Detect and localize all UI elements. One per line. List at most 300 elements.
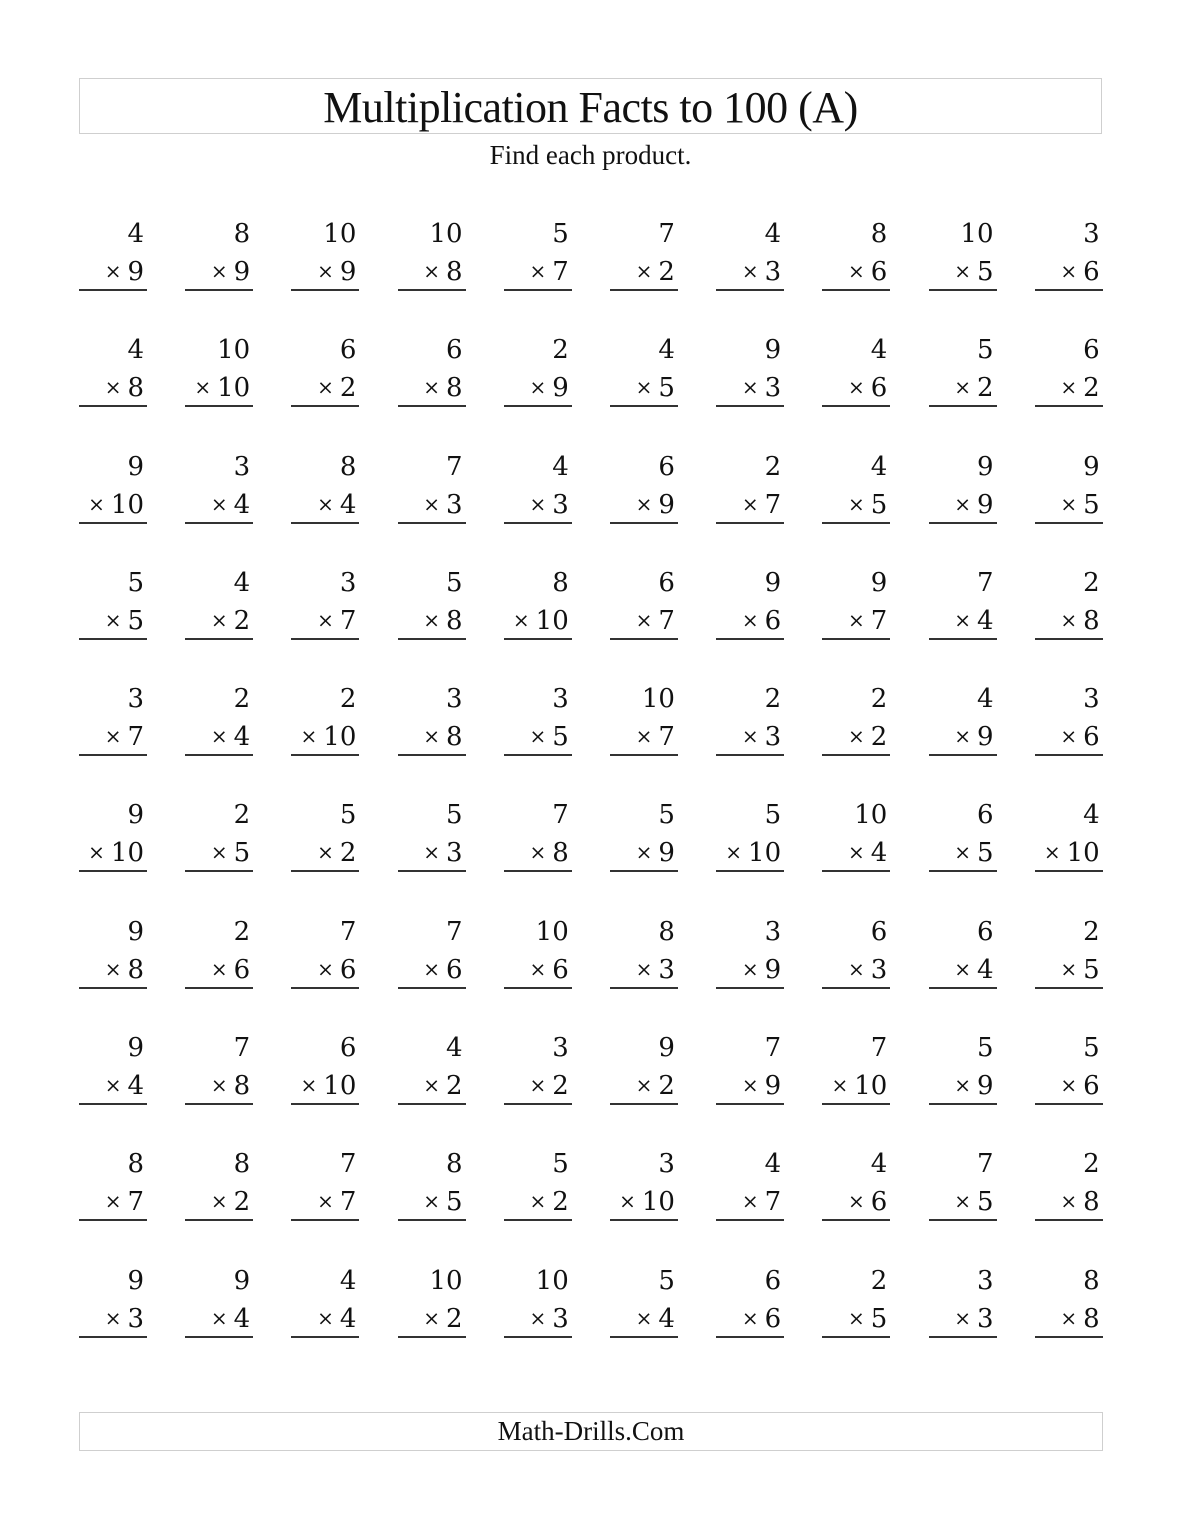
multiplier: 9 bbox=[976, 1071, 994, 1102]
times-icon: × bbox=[529, 259, 547, 283]
multiplicand: 4 bbox=[764, 219, 782, 249]
multiplier: 6 bbox=[552, 954, 569, 985]
answer-line[interactable] bbox=[504, 638, 572, 640]
multiplier-line bbox=[105, 719, 144, 756]
answer-line[interactable] bbox=[79, 754, 147, 756]
answer-line[interactable] bbox=[1035, 522, 1103, 524]
multiplier-line bbox=[317, 1301, 356, 1338]
problem bbox=[610, 447, 678, 563]
answer-line[interactable] bbox=[929, 522, 997, 524]
problem bbox=[1035, 679, 1103, 795]
answer-line[interactable] bbox=[291, 638, 359, 640]
answer-line[interactable] bbox=[504, 1103, 572, 1105]
problem bbox=[822, 330, 890, 446]
answer-line[interactable] bbox=[822, 289, 890, 291]
times-icon: × bbox=[635, 259, 653, 283]
multiplier-line bbox=[954, 835, 993, 872]
answer-line[interactable] bbox=[1035, 405, 1103, 407]
multiplier-line bbox=[529, 487, 568, 524]
answer-line[interactable] bbox=[716, 1103, 784, 1105]
times-icon: × bbox=[423, 1189, 441, 1214]
answer-line[interactable] bbox=[716, 405, 784, 407]
multiplier-line bbox=[954, 952, 993, 989]
multiplier: 6 bbox=[1083, 257, 1100, 287]
multiplicand: 5 bbox=[339, 800, 357, 831]
answer-line[interactable] bbox=[398, 405, 466, 407]
multiplier: 2 bbox=[976, 373, 994, 404]
multiplier-line bbox=[742, 487, 781, 524]
answer-line[interactable] bbox=[185, 1103, 253, 1105]
multiplier: 9 bbox=[127, 257, 144, 287]
problem-grid bbox=[79, 214, 1103, 1377]
problem bbox=[504, 679, 572, 795]
times-icon: × bbox=[848, 1189, 865, 1214]
multiplier: 5 bbox=[870, 1303, 888, 1334]
times-icon: × bbox=[317, 259, 334, 283]
multiplier-line bbox=[317, 952, 356, 989]
problem bbox=[79, 330, 147, 446]
answer-line[interactable] bbox=[185, 638, 253, 640]
problem bbox=[79, 795, 147, 911]
answer-line[interactable] bbox=[79, 289, 147, 291]
times-icon: × bbox=[423, 840, 441, 865]
multiplier-line bbox=[529, 952, 568, 989]
title-box bbox=[79, 78, 1102, 134]
answer-line[interactable] bbox=[822, 754, 890, 756]
multiplicand: 9 bbox=[127, 800, 144, 831]
answer-line[interactable] bbox=[185, 754, 253, 756]
multiplier-line bbox=[423, 603, 462, 640]
answer-line[interactable] bbox=[79, 522, 147, 524]
problem bbox=[79, 214, 147, 330]
answer-line[interactable] bbox=[398, 987, 466, 989]
times-icon: × bbox=[954, 1073, 971, 1098]
answer-line[interactable] bbox=[291, 1219, 359, 1221]
footer-text: Math-Drills.Com bbox=[497, 1416, 685, 1446]
multiplier-line bbox=[848, 1301, 887, 1338]
answer-line[interactable] bbox=[716, 289, 784, 291]
problem bbox=[1035, 795, 1103, 911]
problem-row bbox=[79, 912, 1103, 1028]
multiplicand: 8 bbox=[1083, 1265, 1100, 1296]
multiplier: 8 bbox=[446, 605, 463, 636]
multiplicand: 2 bbox=[339, 684, 357, 715]
multiplier-line bbox=[954, 1068, 993, 1105]
answer-line[interactable] bbox=[291, 1103, 359, 1105]
answer-line[interactable] bbox=[1035, 870, 1103, 872]
times-icon: × bbox=[300, 1073, 318, 1098]
answer-line[interactable] bbox=[610, 638, 678, 640]
multiplicand: 7 bbox=[233, 1033, 251, 1064]
multiplier: 8 bbox=[1083, 605, 1100, 636]
answer-line[interactable] bbox=[822, 1219, 890, 1221]
answer-line[interactable] bbox=[1035, 638, 1103, 640]
answer-line[interactable] bbox=[929, 870, 997, 872]
multiplier-line bbox=[636, 603, 675, 640]
times-icon: × bbox=[104, 1189, 122, 1214]
answer-line[interactable] bbox=[716, 638, 784, 640]
multiplier-line bbox=[423, 835, 462, 872]
problem bbox=[1035, 1261, 1103, 1377]
answer-line[interactable] bbox=[610, 1103, 678, 1105]
times-icon: × bbox=[848, 375, 865, 400]
multiplier: 7 bbox=[764, 1187, 782, 1218]
problem bbox=[716, 330, 784, 446]
multiplier-line bbox=[423, 254, 462, 291]
multiplicand: 9 bbox=[127, 451, 144, 482]
answer-line[interactable] bbox=[291, 1336, 359, 1338]
answer-line[interactable] bbox=[291, 289, 359, 291]
problem bbox=[822, 795, 890, 911]
times-icon: × bbox=[1043, 840, 1061, 865]
problem bbox=[610, 563, 678, 679]
multiplier: 2 bbox=[339, 838, 357, 869]
answer-line[interactable] bbox=[610, 1219, 678, 1221]
times-icon: × bbox=[741, 259, 759, 283]
answer-line[interactable] bbox=[610, 754, 678, 756]
times-icon: × bbox=[317, 1305, 334, 1330]
answer-line[interactable] bbox=[929, 638, 997, 640]
times-icon: × bbox=[635, 607, 653, 632]
answer-line[interactable] bbox=[822, 1103, 890, 1105]
answer-line[interactable] bbox=[291, 870, 359, 872]
answer-line[interactable] bbox=[185, 987, 253, 989]
answer-line[interactable] bbox=[1035, 1103, 1103, 1105]
answer-line[interactable] bbox=[79, 870, 147, 872]
times-icon: × bbox=[831, 1073, 849, 1098]
multiplicand: 2 bbox=[1083, 1149, 1100, 1180]
multiplicand: 10 bbox=[429, 1265, 463, 1296]
answer-line[interactable] bbox=[398, 1336, 466, 1338]
answer-line[interactable] bbox=[929, 987, 997, 989]
multiplier-line bbox=[529, 835, 568, 872]
answer-line[interactable] bbox=[1035, 1336, 1103, 1338]
problem bbox=[185, 912, 253, 1028]
multiplier: 7 bbox=[764, 489, 782, 520]
answer-line[interactable] bbox=[504, 987, 572, 989]
answer-line[interactable] bbox=[398, 870, 466, 872]
times-icon: × bbox=[1060, 956, 1078, 981]
answer-line[interactable] bbox=[929, 1336, 997, 1338]
answer-line[interactable] bbox=[504, 1336, 572, 1338]
problem bbox=[610, 1261, 678, 1377]
answer-line[interactable] bbox=[716, 987, 784, 989]
answer-line[interactable] bbox=[185, 1336, 253, 1338]
answer-line[interactable] bbox=[716, 870, 784, 872]
answer-line[interactable] bbox=[716, 1219, 784, 1221]
multiplier: 5 bbox=[233, 838, 251, 869]
multiplicand: 9 bbox=[127, 1265, 144, 1296]
times-icon: × bbox=[104, 259, 122, 283]
multiplicand: 2 bbox=[233, 800, 251, 831]
answer-line[interactable] bbox=[398, 1219, 466, 1221]
multiplier: 7 bbox=[658, 605, 675, 636]
answer-line[interactable] bbox=[291, 754, 359, 756]
multiplier: 8 bbox=[446, 722, 463, 753]
answer-line[interactable] bbox=[822, 987, 890, 989]
multiplicand: 7 bbox=[764, 1033, 782, 1064]
multiplier-line bbox=[742, 952, 781, 989]
multiplier: 4 bbox=[339, 1303, 357, 1334]
answer-line[interactable] bbox=[79, 1336, 147, 1338]
answer-line[interactable] bbox=[185, 1219, 253, 1221]
problem bbox=[79, 1144, 147, 1260]
times-icon: × bbox=[635, 1305, 653, 1330]
multiplier: 3 bbox=[446, 838, 463, 869]
multiplier-line bbox=[848, 370, 887, 407]
times-icon: × bbox=[210, 1189, 228, 1214]
answer-line[interactable] bbox=[504, 1219, 572, 1221]
answer-line[interactable] bbox=[929, 405, 997, 407]
problem bbox=[291, 563, 359, 679]
answer-line[interactable] bbox=[398, 1103, 466, 1105]
multiplier: 8 bbox=[552, 838, 569, 869]
multiplicand: 6 bbox=[976, 916, 994, 947]
multiplicand: 2 bbox=[764, 684, 782, 715]
multiplicand: 9 bbox=[127, 1033, 144, 1064]
multiplier: 9 bbox=[764, 954, 782, 985]
answer-line[interactable] bbox=[716, 522, 784, 524]
times-icon: × bbox=[317, 1189, 334, 1214]
answer-line[interactable] bbox=[504, 754, 572, 756]
answer-line[interactable] bbox=[185, 289, 253, 291]
answer-line[interactable] bbox=[504, 405, 572, 407]
multiplier-line bbox=[211, 254, 250, 291]
multiplier: 5 bbox=[658, 373, 675, 404]
times-icon: × bbox=[104, 375, 122, 400]
multiplicand: 6 bbox=[976, 800, 994, 831]
answer-line[interactable] bbox=[79, 1103, 147, 1105]
answer-line[interactable] bbox=[822, 522, 890, 524]
multiplier: 9 bbox=[658, 489, 675, 520]
multiplicand: 8 bbox=[233, 1149, 251, 1180]
times-icon: × bbox=[1060, 259, 1078, 283]
problem bbox=[822, 912, 890, 1028]
multiplier-line bbox=[317, 1184, 356, 1221]
times-icon: × bbox=[529, 491, 547, 516]
problem bbox=[716, 214, 784, 330]
answer-line[interactable] bbox=[504, 522, 572, 524]
answer-line[interactable] bbox=[398, 754, 466, 756]
problem bbox=[79, 679, 147, 795]
answer-line[interactable] bbox=[504, 289, 572, 291]
multiplicand: 3 bbox=[1083, 684, 1100, 715]
multiplier-line bbox=[105, 952, 144, 989]
multiplier: 2 bbox=[658, 257, 675, 287]
multiplier-line bbox=[513, 603, 569, 640]
multiplier-line bbox=[423, 487, 462, 524]
multiplier: 7 bbox=[127, 1187, 144, 1218]
multiplier: 2 bbox=[1083, 373, 1100, 404]
answer-line[interactable] bbox=[185, 870, 253, 872]
answer-line[interactable] bbox=[398, 289, 466, 291]
multiplier: 2 bbox=[233, 1187, 251, 1218]
problem bbox=[185, 679, 253, 795]
answer-line[interactable] bbox=[291, 405, 359, 407]
multiplier-line bbox=[317, 254, 356, 291]
multiplier: 4 bbox=[658, 1303, 675, 1334]
multiplier: 3 bbox=[764, 373, 782, 404]
multiplicand: 4 bbox=[870, 335, 888, 366]
multiplier-line bbox=[317, 370, 356, 407]
answer-line[interactable] bbox=[610, 870, 678, 872]
multiplier-line bbox=[742, 1301, 781, 1338]
answer-line[interactable] bbox=[1035, 754, 1103, 756]
answer-line[interactable] bbox=[185, 522, 253, 524]
answer-line[interactable] bbox=[79, 638, 147, 640]
problem-row bbox=[79, 1144, 1103, 1260]
times-icon: × bbox=[1060, 1073, 1078, 1098]
times-icon: × bbox=[210, 259, 228, 283]
multiplier: 2 bbox=[446, 1303, 463, 1334]
answer-line[interactable] bbox=[185, 405, 253, 407]
problem bbox=[822, 679, 890, 795]
problem bbox=[185, 795, 253, 911]
multiplier-line bbox=[1060, 952, 1099, 989]
times-icon: × bbox=[848, 840, 865, 865]
times-icon: × bbox=[88, 840, 105, 865]
multiplier: 9 bbox=[233, 257, 251, 287]
times-icon: × bbox=[317, 956, 334, 981]
multiplier: 3 bbox=[127, 1303, 144, 1334]
problem-row bbox=[79, 563, 1103, 679]
problem bbox=[291, 1144, 359, 1260]
multiplicand: 10 bbox=[323, 219, 357, 249]
multiplicand: 3 bbox=[1083, 219, 1100, 249]
multiplicand: 7 bbox=[446, 916, 463, 947]
answer-line[interactable] bbox=[610, 522, 678, 524]
multiplier: 10 bbox=[217, 373, 251, 404]
times-icon: × bbox=[210, 956, 228, 981]
problem bbox=[610, 795, 678, 911]
multiplicand: 10 bbox=[960, 219, 994, 249]
answer-line[interactable] bbox=[1035, 987, 1103, 989]
multiplier-line bbox=[848, 1184, 887, 1221]
multiplicand: 10 bbox=[854, 800, 888, 831]
answer-line[interactable] bbox=[398, 522, 466, 524]
multiplicand: 6 bbox=[1083, 335, 1100, 366]
problem bbox=[822, 1261, 890, 1377]
multiplier-line bbox=[636, 1068, 675, 1105]
problem bbox=[398, 1028, 466, 1144]
multiplier: 6 bbox=[339, 954, 357, 985]
answer-line[interactable] bbox=[291, 987, 359, 989]
multiplicand: 3 bbox=[552, 1033, 569, 1064]
times-icon: × bbox=[423, 259, 441, 283]
answer-line[interactable] bbox=[79, 405, 147, 407]
multiplier-line bbox=[529, 254, 568, 291]
multiplier-line bbox=[529, 719, 568, 756]
problem bbox=[185, 563, 253, 679]
answer-line[interactable] bbox=[716, 1336, 784, 1338]
multiplicand: 10 bbox=[641, 684, 675, 715]
answer-line[interactable] bbox=[291, 522, 359, 524]
multiplier: 8 bbox=[233, 1071, 251, 1102]
multiplicand: 7 bbox=[870, 1033, 888, 1064]
multiplier-line bbox=[954, 487, 993, 524]
answer-line[interactable] bbox=[822, 638, 890, 640]
problem-row bbox=[79, 1261, 1103, 1377]
answer-line[interactable] bbox=[398, 638, 466, 640]
multiplier-line bbox=[954, 1301, 993, 1338]
multiplier: 10 bbox=[748, 838, 782, 869]
multiplier: 3 bbox=[870, 954, 888, 985]
answer-line[interactable] bbox=[610, 987, 678, 989]
multiplier: 5 bbox=[976, 838, 994, 869]
answer-line[interactable] bbox=[79, 1219, 147, 1221]
multiplier-line bbox=[211, 1184, 250, 1221]
answer-line[interactable] bbox=[1035, 289, 1103, 291]
multiplicand: 6 bbox=[339, 1033, 357, 1064]
problem bbox=[1035, 1028, 1103, 1144]
answer-line[interactable] bbox=[929, 1219, 997, 1221]
answer-line[interactable] bbox=[79, 987, 147, 989]
times-icon: × bbox=[529, 1189, 547, 1214]
multiplier: 4 bbox=[870, 838, 888, 869]
multiplicand: 2 bbox=[764, 451, 782, 482]
multiplier-line bbox=[954, 603, 993, 640]
multiplier: 3 bbox=[976, 1303, 994, 1334]
times-icon: × bbox=[741, 956, 759, 981]
answer-line[interactable] bbox=[610, 289, 678, 291]
problem bbox=[716, 1144, 784, 1260]
problem bbox=[929, 1028, 997, 1144]
answer-line[interactable] bbox=[929, 1103, 997, 1105]
answer-line[interactable] bbox=[929, 289, 997, 291]
multiplicand: 6 bbox=[870, 916, 888, 947]
multiplicand: 4 bbox=[976, 684, 994, 715]
multiplier: 9 bbox=[764, 1071, 782, 1102]
times-icon: × bbox=[529, 724, 547, 749]
multiplicand: 8 bbox=[446, 1149, 463, 1180]
multiplicand: 2 bbox=[870, 684, 888, 715]
multiplier-line bbox=[105, 1184, 144, 1221]
multiplier: 4 bbox=[976, 605, 994, 636]
times-icon: × bbox=[954, 956, 971, 981]
multiplicand: 5 bbox=[976, 335, 994, 366]
problem bbox=[929, 330, 997, 446]
answer-line[interactable] bbox=[822, 405, 890, 407]
problem bbox=[1035, 447, 1103, 563]
multiplier-line bbox=[742, 1184, 781, 1221]
problem bbox=[185, 1144, 253, 1260]
multiplicand: 8 bbox=[552, 567, 569, 598]
problem bbox=[929, 563, 997, 679]
multiplier: 5 bbox=[552, 722, 569, 753]
problem bbox=[291, 679, 359, 795]
answer-line[interactable] bbox=[822, 1336, 890, 1338]
answer-line[interactable] bbox=[610, 405, 678, 407]
multiplicand: 5 bbox=[446, 800, 463, 831]
problem bbox=[398, 214, 466, 330]
multiplier: 2 bbox=[552, 1187, 569, 1218]
multiplier-line bbox=[848, 603, 887, 640]
answer-line[interactable] bbox=[822, 870, 890, 872]
answer-line[interactable] bbox=[504, 870, 572, 872]
multiplier-line bbox=[636, 370, 675, 407]
multiplicand: 4 bbox=[127, 219, 144, 249]
answer-line[interactable] bbox=[929, 754, 997, 756]
multiplier: 7 bbox=[658, 722, 675, 753]
multiplicand: 4 bbox=[127, 335, 144, 366]
multiplicand: 9 bbox=[658, 1033, 675, 1064]
multiplier: 6 bbox=[446, 954, 463, 985]
answer-line[interactable] bbox=[610, 1336, 678, 1338]
problem bbox=[504, 1028, 572, 1144]
answer-line[interactable] bbox=[1035, 1219, 1103, 1221]
times-icon: × bbox=[210, 491, 228, 516]
answer-line[interactable] bbox=[716, 754, 784, 756]
